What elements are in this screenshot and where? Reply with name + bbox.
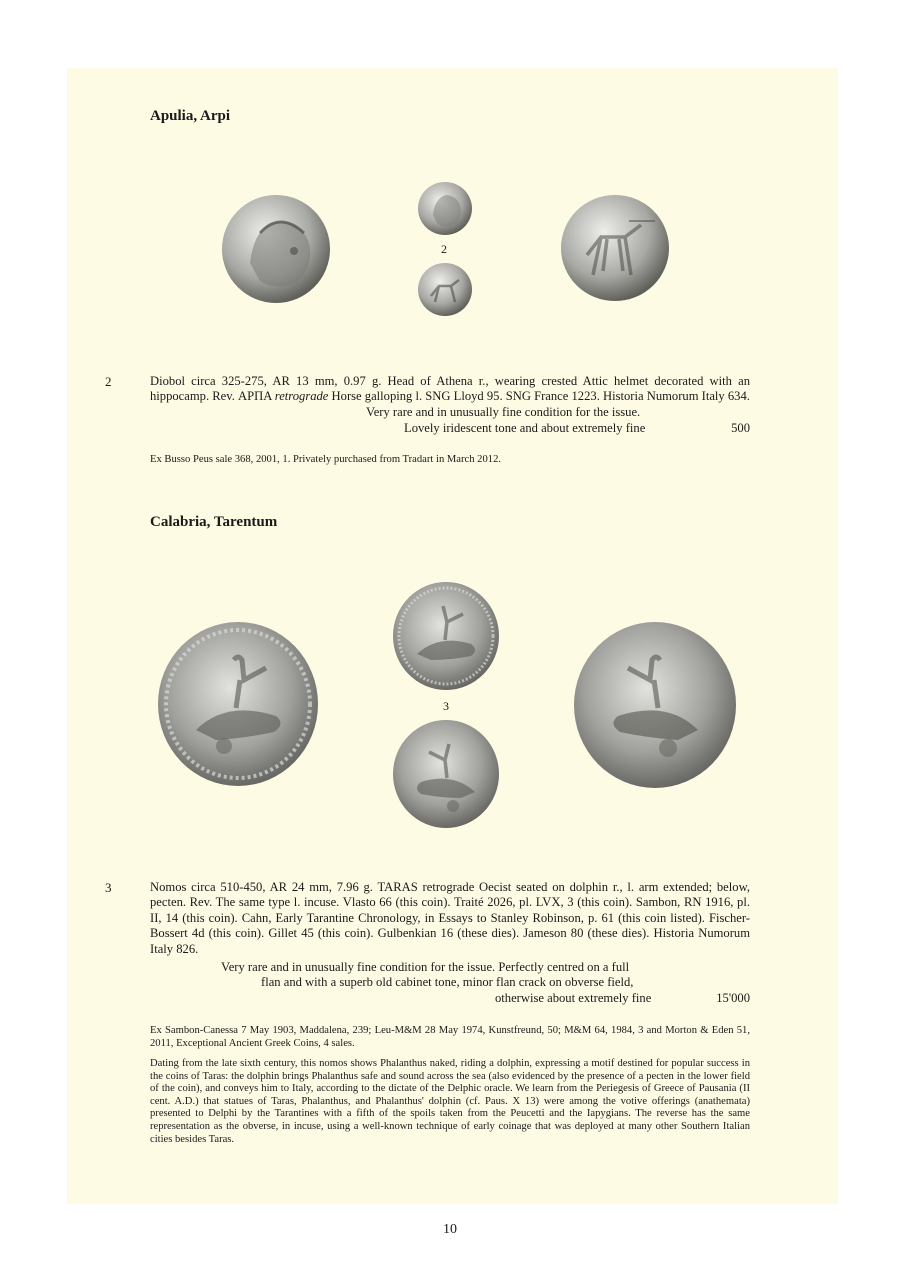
- lot-2-desc-italic: retrograde: [274, 389, 329, 404]
- lot-3-estimate: 15'000: [716, 991, 750, 1005]
- lot-2-desc-part-a: Diobol circa 325-275, AR 13 mm, 0.97 g. Head of Athena r., wearing crested Attic helmet decorated with an hippocamp. Rev. ΑΡΠΑ: [150, 374, 750, 404]
- lot-3-condition-line-1: Very rare and in unusually fine condition for the issue. Perfectly centred on a full: [221, 960, 630, 974]
- lot-2-condition-line-1: Very rare and in unusually fine condition for the issue.: [366, 405, 641, 419]
- coin-3-obverse-large: [156, 620, 320, 788]
- section-heading-calabria: Calabria, Tarentum: [150, 514, 278, 530]
- page-number: 10: [443, 1222, 457, 1237]
- lot-2-provenance: Ex Busso Peus sale 368, 2001, 1. Privately purchased from Tradart in March 2012.: [150, 454, 502, 465]
- coin-2-obverse-large: [220, 193, 332, 305]
- lot-3-description: Nomos circa 510-450, AR 24 mm, 7.96 g. TARAS retrograde Oecist seated on dolphin r., l. arm extended; below, pecten. Rev. The same type l. incuse. Vlasto 66 (this coin). Traité 2026, pl. LVX, 3 (this coin). Sambon, RN 1916, pl. II, 14 (this coin). Cahn, Early Tarantine Chronology, in Essays to Stanley Robinson, p. 61 (this coin listed). Fischer-Bossert 4d (this coin). Gillet 45 (this coin). Gulbenkian 16 (these dies). Jameson 80 (these dies). Historia Numorum Italy 826.: [150, 880, 750, 956]
- coin-3-reverse-large: [572, 620, 738, 790]
- coin-3-reverse-small: [391, 718, 501, 830]
- coin-2-obverse-small: [417, 181, 473, 236]
- lot-2-desc-part-b: Horse galloping l. SNG Lloyd 95. SNG France 1223. Historia Numorum Italy 634.: [328, 389, 750, 404]
- lot-3-note: Dating from the late sixth century, this nomos shows Phalanthus naked, riding a dolphin, expressing a motif destined for popular success in the coins of Taras: the dolphin brings Phalanthus safe and sound across the sea (also evidenced by the presence of a pecten in the lower field of the coin), and conveys him to Italy, according to the dictate of the Delphic oracle. We learn from the Periegesis of Greece of Pausania (II cent. A.D.) that statues of Taras, Phalanthus, and Phalanthus' dolphin (cf. Paus. X 13) were among the votive offerings (anathemata) presented to Delphi by the Tarantines with a fifth of the spoils taken from the Peucetti and the Iapygians. The reverse has the same representation as the obverse, in incuse, using a well-known technique of early coinage that was deployed at many other Southern Italian cities besides Taras.: [150, 1058, 750, 1145]
- coin-2-label: 2: [441, 242, 447, 256]
- lot-2-estimate: 500: [731, 421, 750, 435]
- lot-3-condition-line-2: flan and with a superb old cabinet tone, minor flan crack on obverse field,: [261, 975, 634, 989]
- lot-2-description: [150, 374, 750, 405]
- lot-3-number: 3: [105, 880, 112, 895]
- lot-2-number: 2: [105, 374, 112, 389]
- lot-3-condition-line-3: otherwise about extremely fine: [495, 991, 652, 1005]
- section-heading-apulia: Apulia, Arpi: [150, 108, 231, 124]
- coin-2-reverse-small: [417, 262, 473, 317]
- lot-3-provenance: Ex Sambon-Canessa 7 May 1903, Maddalena, 239; Leu-M&M 28 May 1974, Kunstfreund, 50; M&M 64, 1984, 3 and Morton & Eden 51, 2011, Exceptional Ancient Greek Coins, 4 sales.: [150, 1025, 750, 1049]
- coin-2-reverse-large: [559, 193, 671, 303]
- coin-3-obverse-small: [391, 580, 501, 692]
- coin-3-label: 3: [443, 699, 449, 713]
- lot-2-condition-line-2: Lovely iridescent tone and about extremely fine: [404, 421, 646, 435]
